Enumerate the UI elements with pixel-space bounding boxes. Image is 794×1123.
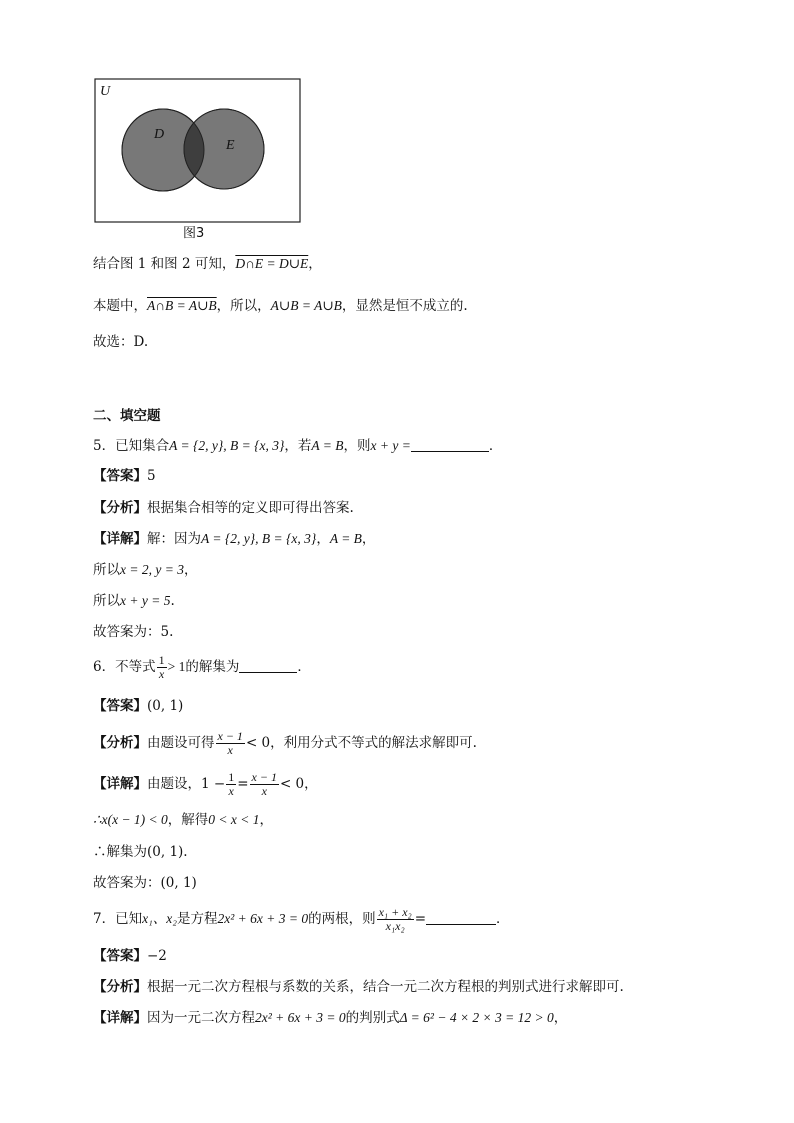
q7-answer: 【答案】−2 [93, 948, 167, 964]
q6-fraction: $\frac{1}{x}$ [158, 653, 165, 681]
application-line: 本题中，A∩B = A∪B，所以，A∪B = A∪B，显然是恒不成立的. [93, 298, 468, 314]
formula-d-e: D∩E = D∪E [235, 256, 309, 271]
q5-blank [411, 438, 489, 452]
q5-analysis: 【分析】根据集合相等的定义即可得出答案. [93, 500, 354, 516]
section-title: 二、填空题 [93, 408, 161, 424]
formula-a-b-2: A∪B = A∪B [270, 298, 342, 313]
q6-question: 6．不等式 $\frac{1}{x}$ > 1的解集为 ． [93, 653, 311, 681]
q5-detail: 【详解】解：因为A = {2, y}, B = {x, 3}，A = B， [93, 531, 376, 547]
universe-label: U [100, 84, 111, 99]
venn-diagram [94, 78, 302, 224]
q7-question: 7．已知x₁、x₂是方程2x² + 6x + 3 = 0的两根，则 $\frac{\text{x₁ + x₂}}{\text{x₁x₂}}$ = ． [93, 905, 510, 933]
set-e-label: E [226, 138, 235, 153]
q5-step2: 所以x + y = 5. [93, 593, 175, 609]
choice-line: 故选：D. [93, 334, 149, 350]
q6-step1: ∴x(x − 1) < 0，解得0 < x < 1， [93, 812, 274, 828]
q5-step1: 所以x = 2, y = 3， [93, 562, 198, 578]
conclusion-line: 结合图 1 和图 2 可知，D∩E = D∪E， [93, 256, 322, 272]
q6-analysis: 【分析】由题设可得 $\frac{x - 1}{x}$ < 0，利用分式不等式的解法求解即可. [93, 729, 477, 757]
q6-answer: 【答案】(0, 1) [93, 698, 184, 714]
q5-answer: 【答案】5 [93, 468, 156, 484]
set-d-label: D [154, 127, 165, 142]
q5-question: 5．已知集合A = {2, y}, B = {x, 3}，若A = B，则x + y = ． [93, 438, 503, 454]
q6-blank [239, 659, 297, 673]
q7-blank [426, 911, 496, 925]
q7-analysis: 【分析】根据一元二次方程根与系数的关系，结合一元二次方程根的判别式进行求解即可. [93, 979, 624, 995]
q6-final: 故答案为：(0, 1) [93, 875, 197, 891]
q6-detail: 【详解】由题设，1 − $\frac{1}{x}$ = $\frac{x - 1}{x}$ < 0， [93, 770, 318, 798]
q7-detail: 【详解】因为一元二次方程2x² + 6x + 3 = 0的判别式Δ = 6² − 4 × 2 × 3 = 12 > 0， [93, 1010, 568, 1026]
formula-a-b: A∩B = A∪B [147, 298, 217, 313]
figure-caption: 图3 [183, 226, 205, 241]
q7-fraction: $\frac{\text{x₁ + x₂}}{\text{x₁x₂}}$ [378, 905, 412, 933]
q6-step2: ∴解集为(0, 1). [93, 844, 188, 860]
q5-final: 故答案为：5. [93, 624, 174, 640]
